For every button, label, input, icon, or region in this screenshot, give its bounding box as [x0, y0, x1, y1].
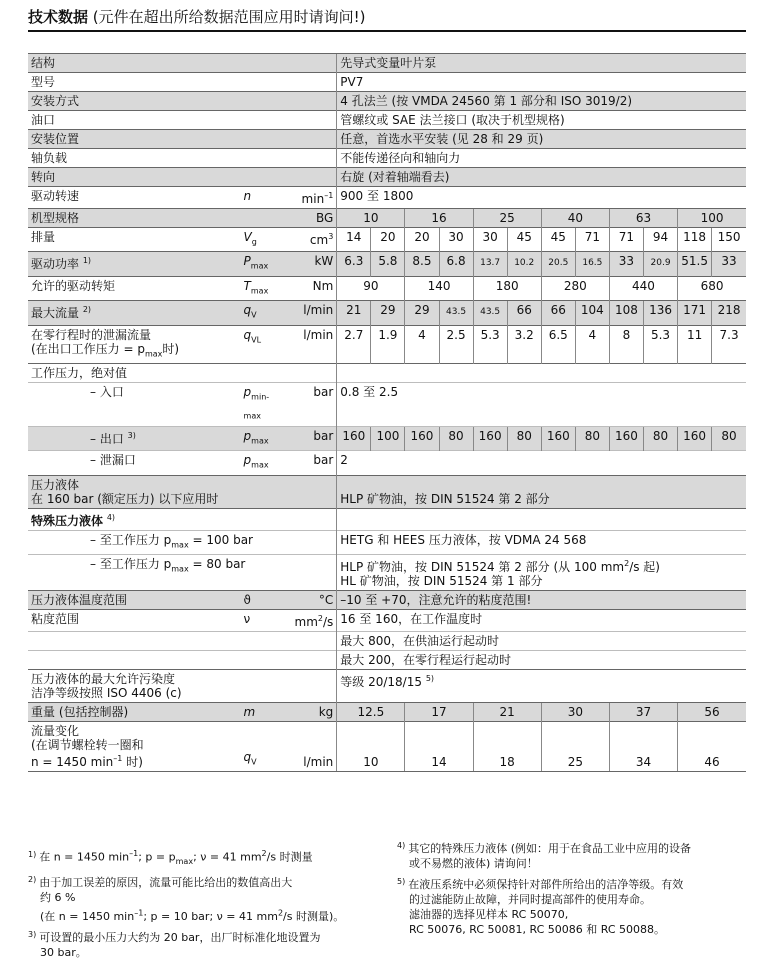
value: 管螺纹或 SAE 法兰接口 (取决于机型规格) [337, 111, 746, 130]
cell: 30 [541, 702, 609, 721]
cell: 66 [507, 301, 541, 325]
cell: 180 [473, 276, 541, 300]
cell: 160 [541, 426, 575, 450]
cell: 118 [678, 228, 712, 252]
cell: 8.5 [405, 252, 439, 276]
value: 任意，首选水平安装 (见 28 和 29 页) [337, 130, 746, 149]
row-displacement [28, 228, 746, 252]
cell: 51.5 [678, 252, 712, 276]
row-viscosity [28, 609, 746, 631]
symbol: $p_{max}$ [241, 451, 286, 475]
row-ports [28, 111, 746, 130]
label: – 出口 $^{3)}$ [28, 426, 241, 450]
cell: 4 [405, 325, 439, 363]
symbol: $p_{max}$ [241, 426, 286, 450]
size-cell: 100 [678, 209, 746, 228]
unit: $cm^3$ [286, 228, 337, 252]
footnotes-right [397, 838, 752, 940]
value: 2 [337, 451, 746, 475]
row-position [28, 130, 746, 149]
cell: 80 [643, 426, 677, 450]
value: 16 至 160，在工作温度时 [337, 609, 746, 631]
symbol: $V_g$ [241, 228, 286, 252]
label: 油口 [28, 111, 337, 130]
cell: 8 [609, 325, 643, 363]
value: 0.8 至 2.5 [337, 382, 746, 426]
cell: 108 [609, 301, 643, 325]
cell: 440 [609, 276, 677, 300]
row-special-heading [28, 508, 746, 530]
symbol: $q_V$ [241, 301, 286, 325]
cell: 94 [643, 228, 677, 252]
cell: 71 [575, 228, 609, 252]
cell: 14 [337, 228, 371, 252]
label: 机型规格 [28, 209, 241, 228]
unit: BG [286, 209, 337, 228]
row-size [28, 209, 746, 228]
label: 最大流量 $^{2)}$ [28, 301, 241, 325]
cell: 160 [337, 426, 371, 450]
label: 轴负载 [28, 149, 337, 168]
row-pressure-heading [28, 363, 746, 382]
unit: $mm^2/s$ [286, 609, 337, 631]
unit: bar [286, 451, 337, 475]
value: 最大 200，在零行程运行起动时 [337, 650, 746, 669]
cell: 66 [541, 301, 575, 325]
row-viscosity-2 [28, 631, 746, 650]
unit: Nm [286, 276, 337, 300]
row-speed [28, 187, 746, 209]
cell: 80 [712, 426, 746, 450]
size-cell: 40 [541, 209, 609, 228]
cell: 33 [712, 252, 746, 276]
cell: 160 [678, 426, 712, 450]
label: 压力液体的最大允许污染度 洁净等级按照 ISO 4406 (c) [28, 669, 337, 702]
cell: 4 [575, 325, 609, 363]
cell: 21 [337, 301, 371, 325]
value: 最大 800，在供油运行起动时 [337, 631, 746, 650]
row-power [28, 252, 746, 276]
cell: 136 [643, 301, 677, 325]
symbol: n [241, 187, 286, 209]
row-contamination [28, 669, 746, 702]
size-cell: 63 [609, 209, 677, 228]
row-special-80 [28, 554, 746, 590]
page-header [28, 6, 366, 27]
cell: 34 [609, 721, 677, 771]
cell: 140 [405, 276, 473, 300]
footnote-4: $^{4)}$ 其它的特殊压力液体 (例如：用于在食品工业中应用的设备 或不易燃的液体) 请询问！ [397, 841, 692, 870]
label: – 泄漏口 [28, 451, 241, 475]
symbol: $p_{min-max}$ [241, 382, 286, 426]
size-cell: 25 [473, 209, 541, 228]
symbol: m [241, 702, 286, 721]
cell: 45 [507, 228, 541, 252]
row-torque [28, 276, 746, 300]
cell: 14 [405, 721, 473, 771]
cell: 100 [371, 426, 405, 450]
row-temp [28, 590, 746, 609]
row-model [28, 73, 746, 92]
value: 不能传递径向和轴向力 [337, 149, 746, 168]
label: 安装方式 [28, 92, 337, 111]
cell: 2.7 [337, 325, 371, 363]
size-cell: 16 [405, 209, 473, 228]
cell: 6.5 [541, 325, 575, 363]
row-mounting [28, 92, 746, 111]
footnote-2: $^{2)}$ 由于加工误差的原因，流量可能比给出的数值高出大 约 6 % (在 n = 1450 $\min^{-1}$; p = 10 bar; ν = 41 $mm^2/s$ 时测量)。 [28, 874, 345, 923]
cell: 680 [678, 276, 746, 300]
value: HLP 矿物油，按 DIN 51524 第 2 部分 [337, 475, 746, 508]
page-title: 技术数据 [28, 8, 89, 26]
symbol: ν [241, 609, 286, 631]
unit: $\min^{-1}$ [286, 187, 337, 209]
cell: 104 [575, 301, 609, 325]
unit: bar [286, 426, 337, 450]
cell: 80 [507, 426, 541, 450]
value: 等级 20/18/15 $^{5)}$ [337, 669, 746, 702]
cell: 43.5 [473, 301, 507, 325]
label: 粘度范围 [28, 609, 241, 631]
row-fluid [28, 475, 746, 508]
cell: 7.3 [712, 325, 746, 363]
cell: 3.2 [507, 325, 541, 363]
row-leakage [28, 325, 746, 363]
cell: 13.7 [473, 252, 507, 276]
spec-table [28, 53, 746, 772]
label: – 至工作压力 $p_{max} = 80$ bar [28, 554, 337, 590]
label: 驱动功率 $^{1)}$ [28, 252, 241, 276]
label: – 至工作压力 $p_{max} = 100$ bar [28, 530, 337, 554]
unit: l/min [286, 301, 337, 325]
cell: 33 [609, 252, 643, 276]
cell: 150 [712, 228, 746, 252]
symbol: $T_{max}$ [241, 276, 286, 300]
label: 结构 [28, 54, 337, 73]
footnote-5: $^{5)}$ 在液压系统中必须保持针对部件所给出的洁净等级。有效 的过滤能防止故障，并同时提高部件的使用寿命。 滤油器的选择见样本 RC 50070, RC 50076, RC 50081, RC 50086 和 RC 50088。 [397, 877, 684, 936]
label: 在零行程时的泄漏流量 (在出口工作压力 = $p_{max}$时) [28, 325, 241, 363]
label: – 入口 [28, 382, 241, 426]
cell: 171 [678, 301, 712, 325]
cell: 16.5 [575, 252, 609, 276]
row-structure [28, 54, 746, 73]
row-weight [28, 702, 746, 721]
symbol: $P_{max}$ [241, 252, 286, 276]
footnote-3: $^{3)}$ 可设置的最小压力大约为 20 bar，出厂时标准化地设置为 30 bar。 [28, 929, 321, 959]
cell: 160 [473, 426, 507, 450]
value: 右旋 (对着轴端看去) [337, 168, 746, 187]
page-subtitle: (元件在超出所给数据范围应用时请询问!) [92, 8, 366, 26]
unit: °C [286, 590, 337, 609]
cell: 45 [541, 228, 575, 252]
cell: 37 [609, 702, 677, 721]
row-shaft-load [28, 149, 746, 168]
footnote-1: $^{1)}$ 在 n = 1450 $\min^{-1}$; $p = p_{max}$; ν = 41 $mm^2/s$ 时测量 [28, 849, 313, 866]
value: 4 孔法兰 (按 VMDA 24560 第 1 部分和 ISO 3019/2) [337, 92, 746, 111]
cell: 6.8 [439, 252, 473, 276]
cell: 10.2 [507, 252, 541, 276]
symbol: $q_{VL}$ [241, 325, 286, 363]
cell: 20 [371, 228, 405, 252]
symbol: $q_V$ [241, 721, 286, 771]
label: 压力液体 在 160 bar (额定压力) 以下应用时 [28, 475, 337, 508]
cell: 17 [405, 702, 473, 721]
cell: 5.3 [473, 325, 507, 363]
row-flow-change [28, 721, 746, 771]
cell: 1.9 [371, 325, 405, 363]
value: PV7 [337, 73, 746, 92]
cell: 12.5 [337, 702, 405, 721]
label: 重量 (包括控制器) [28, 702, 241, 721]
row-rotation [28, 168, 746, 187]
value: 先导式变量叶片泵 [337, 54, 746, 73]
row-viscosity-3 [28, 650, 746, 669]
cell: 80 [575, 426, 609, 450]
row-max-flow [28, 301, 746, 325]
row-inlet [28, 382, 746, 426]
unit: l/min [286, 721, 337, 771]
cell: 25 [541, 721, 609, 771]
value: HETG 和 HEES 压力液体，按 VDMA 24 568 [337, 530, 746, 554]
row-special-100 [28, 530, 746, 554]
cell: 160 [609, 426, 643, 450]
value: 900 至 1800 [337, 187, 746, 209]
label: 流量变化 (在调节螺栓转一圈和 n = 1450 $\min^{-1}$ 时) [28, 721, 241, 771]
cell: 30 [473, 228, 507, 252]
cell: 280 [541, 276, 609, 300]
size-cell: 10 [337, 209, 405, 228]
cell: 80 [439, 426, 473, 450]
unit: kW [286, 252, 337, 276]
cell: 218 [712, 301, 746, 325]
label: 压力液体温度范围 [28, 590, 241, 609]
cell: 18 [473, 721, 541, 771]
cell: 20.9 [643, 252, 677, 276]
cell: 5.8 [371, 252, 405, 276]
cell: 29 [405, 301, 439, 325]
cell: 29 [371, 301, 405, 325]
header-rule [28, 30, 746, 32]
cell: 21 [473, 702, 541, 721]
label: 驱动转速 [28, 187, 241, 209]
cell: 20 [405, 228, 439, 252]
label: 工作压力，绝对值 [28, 363, 337, 382]
cell: 46 [678, 721, 746, 771]
row-outlet [28, 426, 746, 450]
cell: 10 [337, 721, 405, 771]
cell: 6.3 [337, 252, 371, 276]
label: 转向 [28, 168, 337, 187]
cell: 5.3 [643, 325, 677, 363]
unit: kg [286, 702, 337, 721]
cell: 2.5 [439, 325, 473, 363]
symbol: ϑ [241, 590, 286, 609]
cell: 20.5 [541, 252, 575, 276]
cell: 43.5 [439, 301, 473, 325]
label: 允许的驱动转矩 [28, 276, 241, 300]
label: 型号 [28, 73, 337, 92]
row-drain [28, 451, 746, 475]
cell: 56 [678, 702, 746, 721]
unit: l/min [286, 325, 337, 363]
cell: 71 [609, 228, 643, 252]
value: HLP 矿物油，按 DIN 51524 第 2 部分 (从 100 $mm^2/s$ 起) HL 矿物油，按 DIN 51524 第 1 部分 [337, 554, 746, 590]
value: –10 至 +70，注意允许的粘度范围! [337, 590, 746, 609]
footnotes-left [28, 846, 378, 963]
unit: bar [286, 382, 337, 426]
label: 特殊压力液体 $^{4)}$ [28, 508, 337, 530]
cell: 160 [405, 426, 439, 450]
cell: 11 [678, 325, 712, 363]
label: 排量 [28, 228, 241, 252]
label: 安装位置 [28, 130, 337, 149]
cell: 30 [439, 228, 473, 252]
cell: 90 [337, 276, 405, 300]
